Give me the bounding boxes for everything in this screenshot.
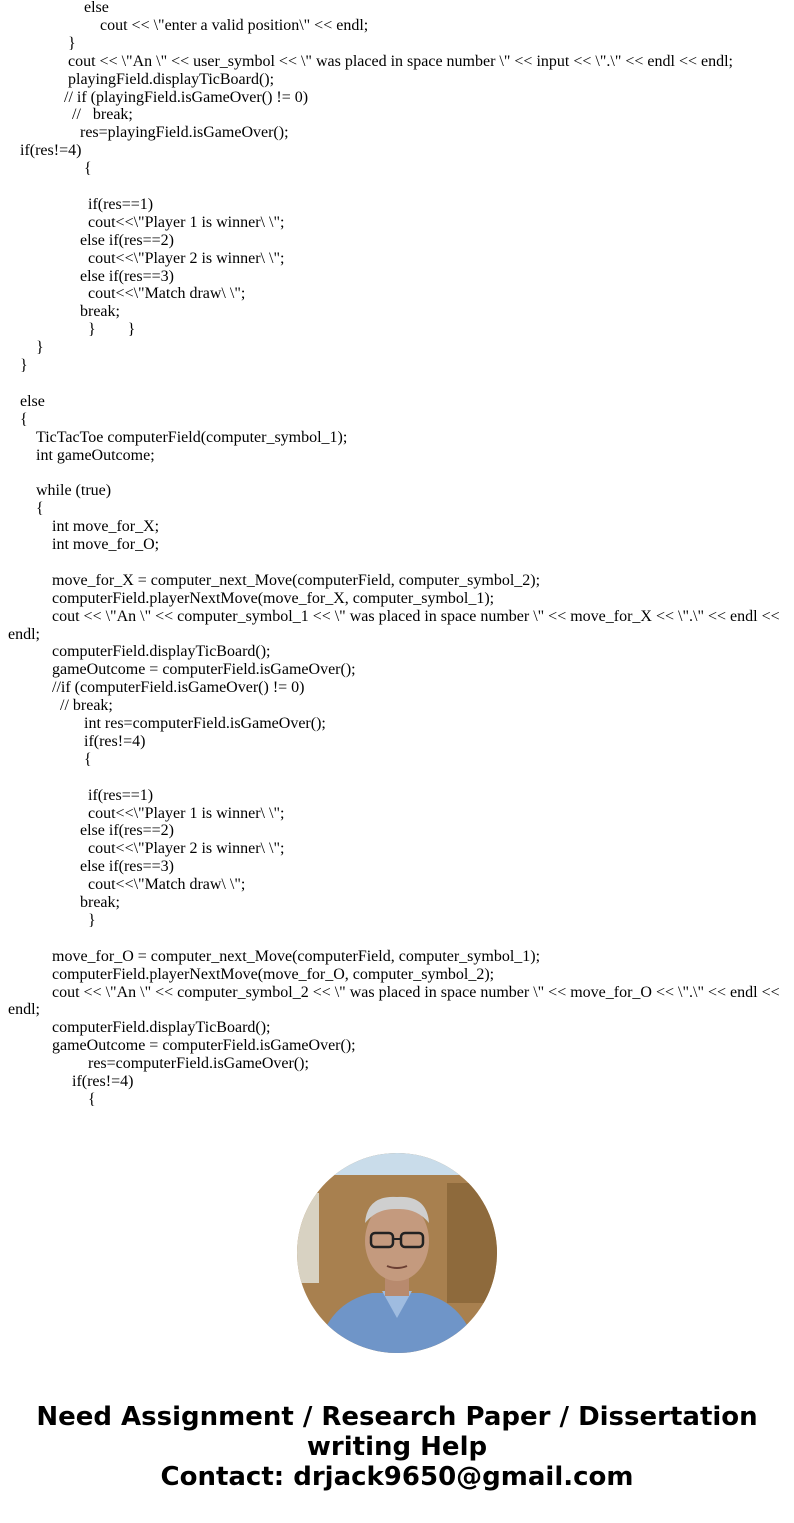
code-line: else if(res==3) [80, 267, 175, 285]
code-line: cout<<\"Player 2 is winner\ \"; [88, 840, 285, 858]
code-line: { [88, 1090, 96, 1108]
code-line: // break; [60, 697, 113, 715]
code-line: } } [88, 321, 136, 339]
code-line: cout << \"An \" << user_symbol << \" was placed in space number \" << input << \".\" << endl << endl; [68, 52, 733, 70]
code-line: int move_for_X; [52, 518, 160, 536]
code-line: move_for_O = computer_next_Move(computerField, computer_symbol_1); [52, 947, 541, 965]
code-line: if(res==1) [88, 786, 154, 804]
code-line: break; [80, 303, 120, 321]
code-line: if(res!=4) [20, 142, 82, 160]
code-line: gameOutcome = computerField.isGameOver(); [52, 661, 356, 679]
code-line: while (true) [36, 482, 112, 500]
promo-footer [0, 1402, 794, 1492]
code-line: } [88, 911, 96, 929]
code-line: if(res!=4) [84, 732, 146, 750]
code-line: else [84, 0, 109, 16]
code-line: // if (playingField.isGameOver() != 0) [64, 88, 309, 106]
code-line: break; [80, 894, 120, 911]
code-line: cout<<\"Player 1 is winner\ \"; [88, 804, 285, 822]
promo-line-1: Need Assignment / Research Paper / Dissertation [36, 1402, 758, 1432]
code-line: cout << \"An \" << computer_symbol_1 << \" was placed in space number \" << move_for_X << \".\" << endl << [52, 607, 780, 625]
code-line: res=computerField.isGameOver(); [88, 1055, 309, 1073]
code-line: int move_for_O; [52, 536, 160, 553]
code-line: computerField.displayTicBoard(); [52, 1019, 271, 1037]
code-line: else if(res==2) [80, 231, 175, 249]
code-line: { [84, 750, 92, 768]
code-line: else if(res==2) [80, 822, 175, 840]
code-line: gameOutcome = computerField.isGameOver(); [52, 1037, 356, 1055]
code-line: if(res==1) [88, 195, 154, 213]
code-line: cout<<\"Player 1 is winner\ \"; [88, 213, 285, 231]
code-line: playingField.displayTicBoard(); [68, 70, 275, 88]
code-line: else if(res==3) [80, 858, 175, 876]
code-line: // break; [72, 106, 133, 124]
author-avatar [297, 1153, 497, 1353]
code-line: cout << \"enter a valid position\" << endl; [100, 16, 369, 34]
code-line: endl; [8, 625, 40, 643]
code-line: cout<<\"Player 2 is winner\ \"; [88, 249, 285, 267]
code-line: int res=computerField.isGameOver(); [84, 715, 326, 732]
code-line: if(res!=4) [72, 1073, 134, 1090]
author-photo-icon [297, 1153, 497, 1353]
code-line: computerField.playerNextMove(move_for_X, computer_symbol_1); [52, 589, 495, 607]
code-line: } [20, 357, 28, 374]
code-line: move_for_X = computer_next_Move(computerField, computer_symbol_2); [52, 571, 541, 589]
code-line: TicTacToe computerField(computer_symbol_1); [36, 428, 348, 446]
code-line: { [84, 160, 92, 178]
contact-email: Contact: drjack9650@gmail.com [160, 1462, 634, 1492]
promo-line-2: writing Help [306, 1432, 488, 1462]
code-line: else [20, 392, 45, 410]
code-line: { [20, 410, 28, 428]
code-line: cout<<\"Match draw\ \"; [88, 876, 246, 894]
code-line: } [68, 34, 76, 52]
code-line: cout<<\"Match draw\ \"; [88, 285, 246, 303]
code-line: { [36, 500, 44, 518]
code-line: computerField.displayTicBoard(); [52, 643, 271, 661]
code-line: int gameOutcome; [36, 446, 155, 464]
code-line: } [36, 339, 44, 357]
code-line: res=playingField.isGameOver(); [80, 124, 289, 142]
code-line: cout << \"An \" << computer_symbol_2 << \" was placed in space number \" << move_for_O << \".\" << endl << [52, 983, 780, 1001]
code-line: //if (computerField.isGameOver() != 0) [52, 679, 305, 697]
code-line: endl; [8, 1001, 40, 1019]
code-line: computerField.playerNextMove(move_for_O, computer_symbol_2); [52, 965, 495, 983]
